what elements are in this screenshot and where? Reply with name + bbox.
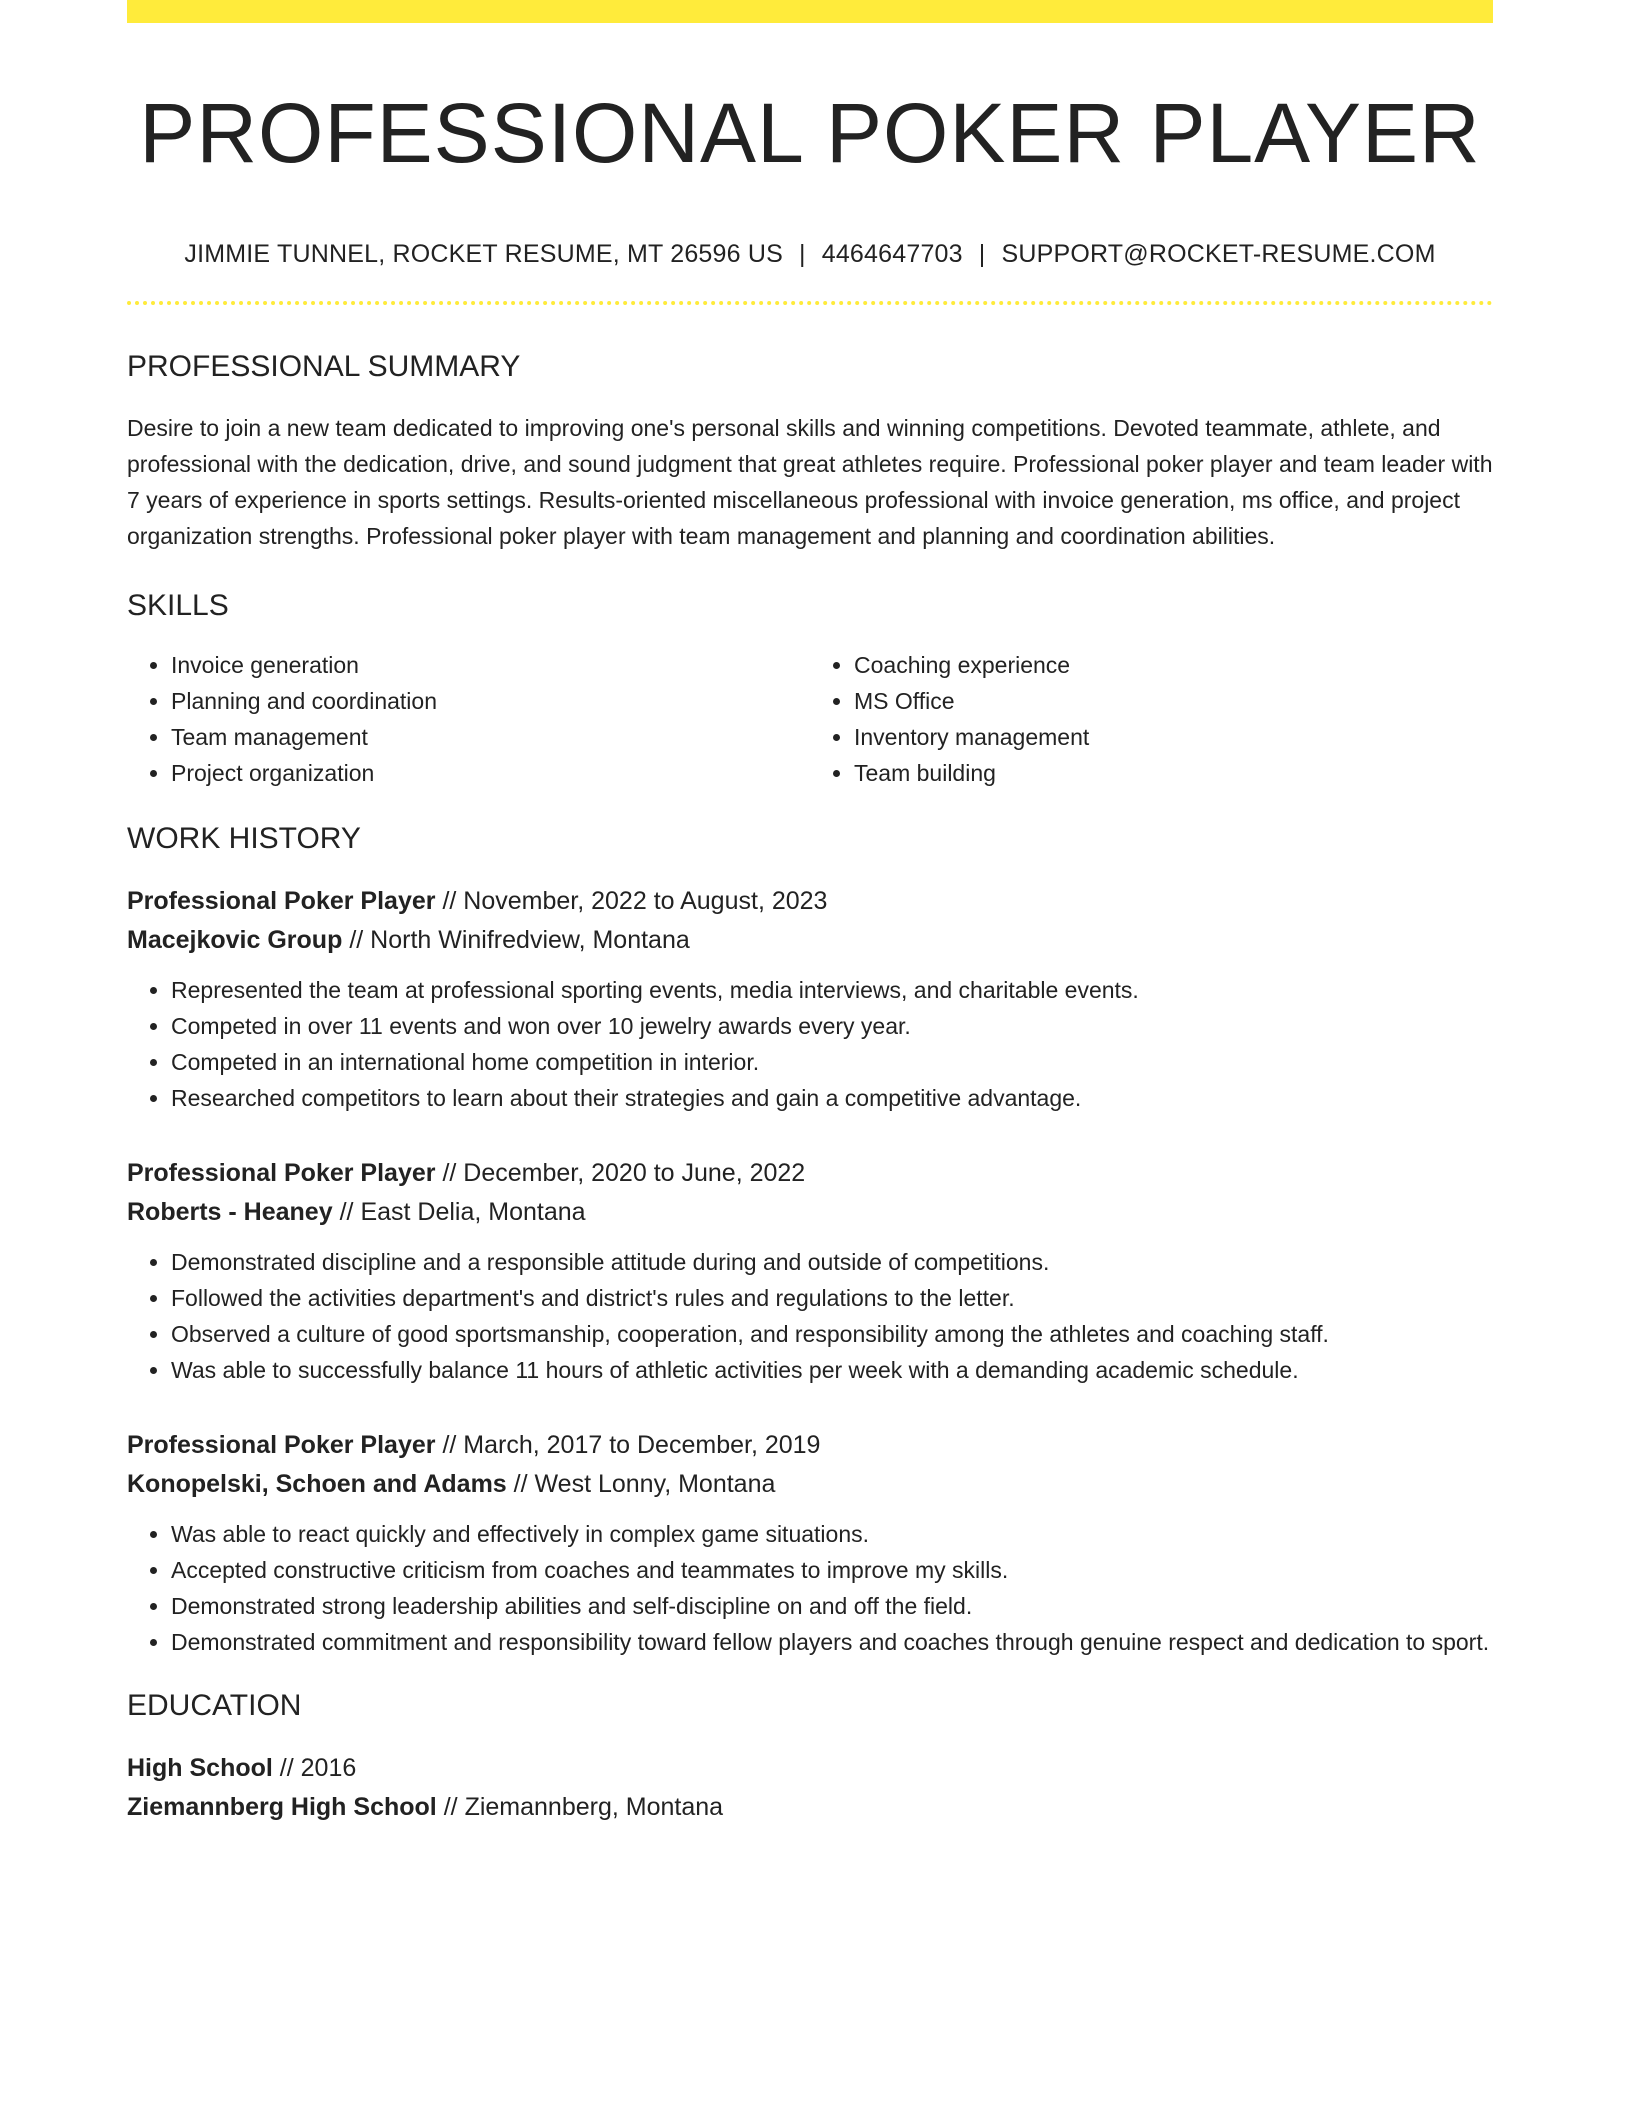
contact-line xyxy=(127,240,1493,269)
education-heading: EDUCATION xyxy=(127,1688,302,1722)
skills-grid xyxy=(127,647,1493,791)
education-entry xyxy=(127,1749,1493,1827)
job-bullet: • Researched competitors to learn about their strategies and gain a competitive advantage. xyxy=(171,1080,1493,1116)
education-degree-line xyxy=(127,1749,1493,1788)
job-entry xyxy=(127,1426,1493,1660)
work-history-heading: WORK HISTORY xyxy=(127,821,361,855)
job-bullets xyxy=(127,972,1493,1116)
job-company-line xyxy=(127,921,1493,960)
skills-column-left xyxy=(127,647,810,791)
accent-top-bar xyxy=(127,0,1493,23)
education-degree: High School xyxy=(127,1753,273,1782)
skills-column-right xyxy=(810,647,1493,791)
job-dates: March, 2017 to December, 2019 xyxy=(463,1430,821,1459)
job-bullet: • Demonstrated discipline and a responsible attitude during and outside of competitions. xyxy=(171,1244,1493,1280)
contact-separator: | xyxy=(978,239,986,268)
contact-separator: | xyxy=(799,239,806,268)
field-divider: // xyxy=(279,1753,294,1782)
job-company: Macejkovic Group xyxy=(127,925,343,954)
skill-item: • MS Office xyxy=(854,683,1493,719)
summary-heading: PROFESSIONAL SUMMARY xyxy=(127,349,521,383)
job-bullet: • Competed in an international home competition in interior. xyxy=(171,1044,1493,1080)
skill-item: • Team building xyxy=(854,755,1493,791)
job-bullet: • Followed the activities department's and district's rules and regulations to the letter. xyxy=(171,1280,1493,1316)
job-location: North Winifredview, Montana xyxy=(370,925,690,954)
skill-item: • Planning and coordination xyxy=(171,683,810,719)
resume-title: PROFESSIONAL POKER PLAYER xyxy=(139,86,1481,180)
job-bullet: • Represented the team at professional sporting events, media interviews, and charitable events. xyxy=(171,972,1493,1008)
job-dates: November, 2022 to August, 2023 xyxy=(463,886,828,915)
job-location: East Delia, Montana xyxy=(360,1197,586,1226)
job-bullets xyxy=(127,1516,1493,1660)
job-company: Konopelski, Schoen and Adams xyxy=(127,1469,507,1498)
field-divider: // xyxy=(349,925,364,954)
job-bullets xyxy=(127,1244,1493,1388)
skill-item: • Coaching experience xyxy=(854,647,1493,683)
job-bullet: • Accepted constructive criticism from coaches and teammates to improve my skills. xyxy=(171,1552,1493,1588)
job-title-line xyxy=(127,882,1493,921)
job-bullet: • Was able to react quickly and effectively in complex game situations. xyxy=(171,1516,1493,1552)
job-company: Roberts - Heaney xyxy=(127,1197,333,1226)
job-bullet: • Was able to successfully balance 11 hours of athletic activities per week with a demanding academic schedule. xyxy=(171,1352,1493,1388)
job-bullet: • Competed in over 11 events and won over 10 jewelry awards every year. xyxy=(171,1008,1493,1044)
field-divider: // xyxy=(339,1197,354,1226)
field-divider: // xyxy=(442,1430,457,1459)
education-location: Ziemannberg, Montana xyxy=(464,1792,724,1821)
field-divider: // xyxy=(442,1158,457,1187)
job-bullet: • Demonstrated strong leadership abilities and self-discipline on and off the field. xyxy=(171,1588,1493,1624)
education-school-line xyxy=(127,1788,1493,1827)
job-title: Professional Poker Player xyxy=(127,886,436,915)
job-bullet: • Observed a culture of good sportsmanship, cooperation, and responsibility among the athletes and coaching staff. xyxy=(171,1316,1493,1352)
resume-page xyxy=(127,0,1493,1827)
job-title-line xyxy=(127,1154,1493,1193)
job-bullet: • Demonstrated commitment and responsibility toward fellow players and coaches through genuine respect and dedication to sport. xyxy=(171,1624,1493,1660)
job-entry xyxy=(127,1154,1493,1388)
contact-phone: 4464647703 xyxy=(821,239,963,268)
job-entry xyxy=(127,882,1493,1116)
job-location: West Lonny, Montana xyxy=(534,1469,776,1498)
contact-address: JIMMIE TUNNEL, ROCKET RESUME, MT 26596 US xyxy=(184,239,784,268)
job-title: Professional Poker Player xyxy=(127,1158,436,1187)
field-divider: // xyxy=(442,886,457,915)
job-title-line xyxy=(127,1426,1493,1465)
job-dates: December, 2020 to June, 2022 xyxy=(463,1158,806,1187)
field-divider: // xyxy=(443,1792,458,1821)
skill-item: • Inventory management xyxy=(854,719,1493,755)
dotted-divider xyxy=(127,301,1493,305)
job-title: Professional Poker Player xyxy=(127,1430,436,1459)
job-company-line xyxy=(127,1193,1493,1232)
skill-item: • Project organization xyxy=(171,755,810,791)
skills-heading: SKILLS xyxy=(127,588,229,622)
field-divider: // xyxy=(513,1469,528,1498)
skill-item: • Invoice generation xyxy=(171,647,810,683)
education-school: Ziemannberg High School xyxy=(127,1792,437,1821)
job-company-line xyxy=(127,1465,1493,1504)
skill-item: • Team management xyxy=(171,719,810,755)
contact-email: SUPPORT@ROCKET-RESUME.COM xyxy=(1001,239,1436,268)
summary-text: Desire to join a new team dedicated to improving one's personal skills and winning competitions. Devoted teammate, athlete, and professional with the dedication, drive, and sound judgment that great athletes require. Professional poker player and team leader with 7 years of experience in sports settings. Results-oriented miscellaneous professional with invoice generation, ms office, and project organization strengths. Professional poker player with team management and planning and coordination abilities. xyxy=(127,414,1493,549)
education-year: 2016 xyxy=(300,1753,357,1782)
